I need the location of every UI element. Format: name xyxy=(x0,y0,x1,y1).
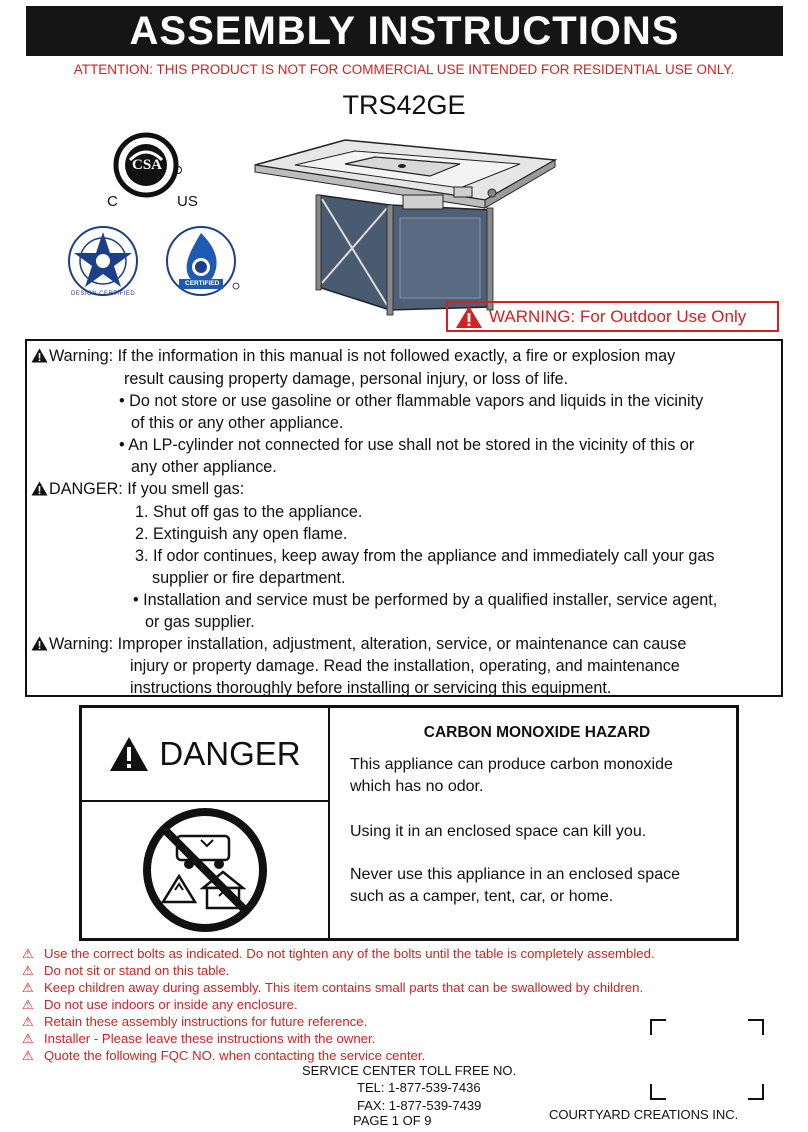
warning-outline-icon: ⚠ xyxy=(22,1031,34,1046)
warning-line: Warning: If the information in this manual is not followed exactly, a fire or explosion may xyxy=(31,346,675,366)
note-item: ⚠ Installer - Please leave these instructions with the owner. xyxy=(22,1031,376,1046)
company-name: COURTYARD CREATIONS INC. xyxy=(549,1107,739,1122)
no-enclosed-space-cell xyxy=(82,802,330,938)
warning-outline-icon: ⚠ xyxy=(22,946,34,961)
csa-logo xyxy=(100,130,210,212)
fqc-box-corner xyxy=(748,1019,764,1035)
note-item: ⚠ Quote the following FQC NO. when contacting the service center. xyxy=(22,1048,426,1063)
warning-outline-icon: ⚠ xyxy=(22,997,34,1012)
note-item: ⚠ Do not sit or stand on this table. xyxy=(22,963,230,978)
attention-notice: ATTENTION: THIS PRODUCT IS NOT FOR COMMERCIAL USE INTENDED FOR RESIDENTIAL USE ONLY. xyxy=(73,62,735,77)
certified-text: CERTIFIED xyxy=(185,280,220,287)
service-center-label: SERVICE CENTER TOLL FREE NO. xyxy=(302,1063,517,1078)
note-item: ⚠ Use the correct bolts as indicated. Do not tighten any of the bolts until the table is completely assembled. xyxy=(22,946,655,961)
warning-line: instructions thoroughly before installing or servicing this equipment. xyxy=(130,679,612,697)
co-paragraph-3 xyxy=(350,864,735,908)
danger-step: 1. Shut off gas to the appliance. xyxy=(135,503,363,521)
warning-outline-icon: ⚠ xyxy=(22,980,34,995)
fqc-box-corner xyxy=(748,1084,764,1100)
danger-line: DANGER: If you smell gas: xyxy=(31,479,244,499)
co-hazard-title: CARBON MONOXIDE HAZARD xyxy=(423,724,651,741)
danger-step: • Installation and service must be performed by a qualified installer, service agent, xyxy=(133,591,718,609)
outdoor-warning-text: WARNING: For Outdoor Use Only xyxy=(489,306,747,326)
co-text-line: which has no odor. xyxy=(350,778,484,795)
danger-step: 2. Extinguish any open flame. xyxy=(135,525,348,543)
fqc-box-corner xyxy=(650,1084,666,1100)
warning-triangle-icon xyxy=(31,636,48,651)
danger-triangle-icon xyxy=(109,736,149,772)
csa-us-label: US xyxy=(177,193,198,210)
danger-word: DANGER xyxy=(159,735,301,772)
no-enclosed-use-icon xyxy=(141,806,269,934)
service-fax: FAX: 1-877-539-7439 xyxy=(357,1098,482,1113)
danger-label-cell xyxy=(82,708,330,802)
page-number: PAGE 1 OF 9 xyxy=(353,1113,432,1128)
warning-line: injury or property damage. Read the installation, operating, and maintenance xyxy=(130,657,680,675)
warning-line: any other appliance. xyxy=(131,458,277,476)
model-number: TRS42GE xyxy=(342,90,466,120)
co-text-line: such as a camper, tent, car, or home. xyxy=(350,888,614,905)
note-item: ⚠ Do not use indoors or inside any enclosure. xyxy=(22,997,298,1012)
co-text-line: This appliance can produce carbon monoxide xyxy=(350,756,673,773)
csa-c-label: C xyxy=(107,193,118,210)
design-certified-text: DESIGN CERTIFIED xyxy=(71,291,136,297)
warning-line: • Do not store or use gasoline or other flammable vapors and liquids in the vicinity xyxy=(119,392,704,410)
warning-line: result causing property damage, personal injury, or loss of life. xyxy=(124,370,569,388)
warning-outline-icon: ⚠ xyxy=(22,1048,34,1063)
co-paragraph-1 xyxy=(350,754,735,798)
danger-step: or gas supplier. xyxy=(145,613,255,631)
warning-triangle-icon xyxy=(31,348,48,363)
csa-logo-letters: CSA xyxy=(132,157,163,173)
note-item: ⚠ Keep children away during assembly. This item contains small parts that can be swallowed by children. xyxy=(22,980,644,995)
outdoor-use-warning xyxy=(446,301,779,332)
flame-certified-seal xyxy=(163,223,243,303)
warning-line: of this or any other appliance. xyxy=(131,414,344,432)
warning-line: Warning: Improper installation, adjustment, alteration, service, or maintenance can cause xyxy=(31,634,686,654)
fqc-box-corner xyxy=(650,1019,666,1035)
gas-warning-box xyxy=(25,339,783,697)
fire-table-illustration xyxy=(250,125,560,320)
danger-step: supplier or fire department. xyxy=(152,569,346,587)
carbon-monoxide-danger-box xyxy=(79,705,739,941)
warning-triangle-icon xyxy=(31,481,48,496)
note-item: ⚠ Retain these assembly instructions for future reference. xyxy=(22,1014,368,1029)
co-paragraph-2: Using it in an enclosed space can kill you. xyxy=(350,823,647,840)
warning-outline-icon: ⚠ xyxy=(22,1014,34,1029)
warning-triangle-icon xyxy=(455,305,483,329)
service-tel: TEL: 1-877-539-7436 xyxy=(357,1080,481,1095)
warning-line: • An LP-cylinder not connected for use shall not be stored in the vicinity of this or xyxy=(119,436,695,454)
danger-step: 3. If odor continues, keep away from the appliance and immediately call your gas xyxy=(135,547,715,565)
design-certified-seal xyxy=(65,223,145,303)
co-text-line: Never use this appliance in an enclosed space xyxy=(350,866,680,883)
document-title: ASSEMBLY INSTRUCTIONS xyxy=(26,6,783,56)
warning-outline-icon: ⚠ xyxy=(22,963,34,978)
